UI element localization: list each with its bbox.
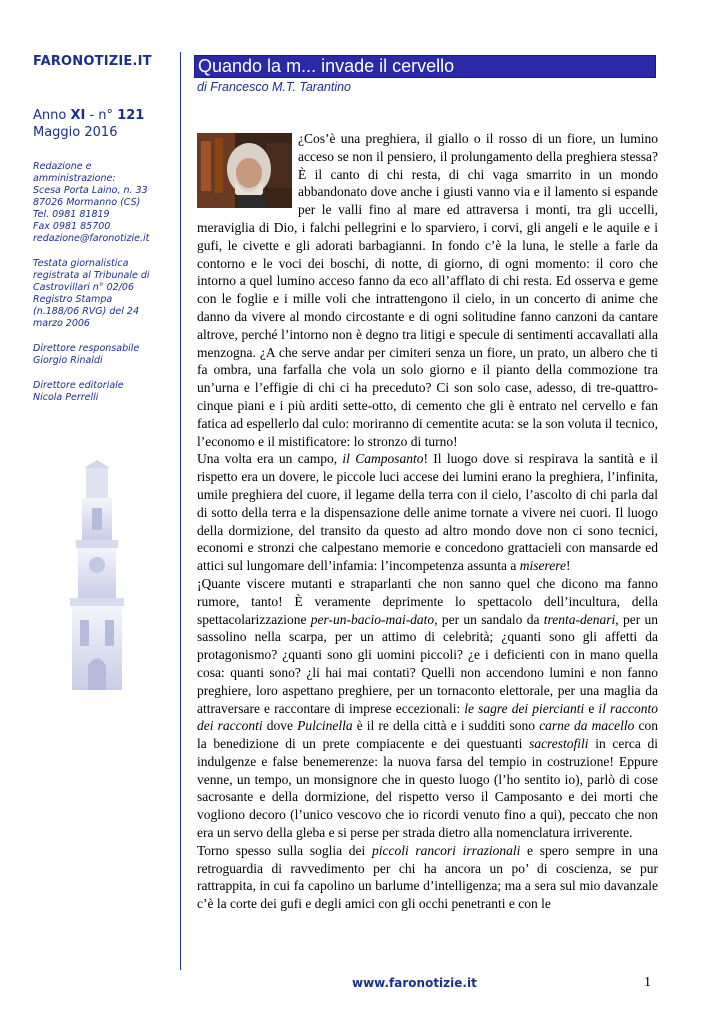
text-run: e <box>584 700 599 716</box>
italic-run: miserere <box>519 558 567 574</box>
text-run: ¡Quante viscere mutanti e straparlanti che non sanno quel che dicono ma fanno rumore, tanto! È veramente deprimente lo spettacolo dell’incultura, della spettacolarizzazione <box>197 575 658 627</box>
photo-spacer <box>197 130 298 212</box>
publisher-info <box>33 161 173 404</box>
info-line: Castrovillari n° 02/06 <box>33 282 134 293</box>
info-line: Giorgio Rinaldi <box>33 355 103 366</box>
text-run: ! Il luogo dove si respirava la santità e il rispetto era un dovere, le piccole luci accese dei lumini erano la preghiera, l’infinita, umile preghiera del cuore, il legame della terra con il cielo, l’ascolto di chi parla dal di sotto della terra e la dispensazione delle anime tornate a vivere nei cuori. Il luogo della dormizione, del transito da questo ad altro mondo dove non ci sono tecnici, economi e stronzi che calpestano memorie e concedono grattacieli con mansarde ed attici sul lungomare dell’infamia: l’incompetenza assunta a <box>197 451 659 574</box>
info-line: marzo 2006 <box>33 318 90 329</box>
info-line: registrata al Tribunale di <box>33 270 150 281</box>
anno-value: XI <box>70 108 86 123</box>
italic-run: trenta-denari <box>543 611 616 627</box>
italic-run: il Camposanto <box>342 451 424 467</box>
info-line: Tel. 0981 81819 <box>33 209 110 220</box>
lighthouse-tower-watermark <box>48 460 148 690</box>
article-author: di Francesco M.T. Tarantino <box>197 80 352 94</box>
info-line: Nicola Perrelli <box>33 392 99 403</box>
info-line: Registro Stampa <box>33 294 113 305</box>
italic-run: Pulcinella <box>297 718 353 734</box>
text-run: , per un sandalo da <box>434 611 544 627</box>
italic-run: per-un-bacio-mai-dato <box>310 611 435 627</box>
number-value: 121 <box>117 108 145 123</box>
text-run: ! <box>566 558 571 574</box>
text-run: ¿Cos’è una preghiera, il giallo o il rosso di un fiore, un lumino acceso se non il pensiero, il prolungamento della preghiera stessa? È il canto di chi resta, di chi vaga smarrito in un mondo abbandonato dove anche i giusti vanno via e il lamento si espande per le valli fino al mare ed attraversa i monti, tra gli uccelli, meraviglia di Dio, i falchi pellegrini e lo sparviero, i corvi, gli angeli e le aquile e i gufi, le civette e gli adorati barbagianni. In fondo c’è la luna, le stelle a farle da contorno e le voci dei boschi, di notte, di giorno, di ogni momento: il coro che intorno a quel lumino acceso fanno da eco all’afflato di chi resta. Ed osserva e geme con le foglie e i mille voli che intrattengono il cielo, in un concerto di anime che danno da vivere al mondo circostante e di ogni solitudine fanno canzoni da cantare altrove, perché l’intorno non è degno tra litigi e specule di sentimenti accavallati alla menzogna. ¿A che serve andar per cimiteri senza un fiore, un prato, un albero che ti fa ombra, una farfalla che vola un solo giorno e il pianto della commozione tra un’urna e l’effigie di chi ci ha preceduto? Ci son solo case, adesso, di tre-quattro-cinque piani e i più arditi sette-otto, di cemento che gli è entrato nel cervello e fan fatica ad espellerlo dal culo: moriranno di cementite acuta: se la son voluta il tecnico, l’economo e il mistificatore: lo stronzo di turno! <box>197 131 658 449</box>
text-run: Torno spesso sulla soglia dei <box>197 842 372 858</box>
sidebar <box>33 54 173 417</box>
article-paragraph <box>197 450 658 575</box>
testata-block <box>33 258 173 330</box>
direttore-responsabile-block <box>33 343 173 367</box>
redazione-block <box>33 161 173 245</box>
text-run: , per un sassolino nella scarpa, per un attimo di celebrità; ¿quanti sono gli affetti da protagonismo? ¿quanti sono gli uomini piccoli? ¿e i deficienti con in mano quella cosa: quanti sono? ¿li hai mai contati? Quelli non accendono lumini e non fanno preghiere, loro aspettano preghiere, per un tornaconto elettorale, per una maglia da attraversare e raccontare di imprese eccezionali: <box>197 611 658 716</box>
footer-url[interactable]: www.faronotizie.it <box>352 976 477 990</box>
text-run: in cerca di indulgenze e false benemerenze: la nuova farsa del tempio in costruzione! Eppure venne, un tempo, un monsignore che in questo luogo (l’ho sentito io), parlò di cose sacrosante e della dormizione, del rispetto verso il Camposanto e dei morti che vogliono decoro (l’unico vescovo che io ricordi venuto fino a qui), peccato che non era un servo della gleba e si perse per strada dietro alla nomenclatura irriverente. <box>197 736 659 841</box>
masthead-brand: FARONOTIZIE.IT <box>33 54 152 69</box>
italic-run: le sagre dei piercianti <box>464 700 585 716</box>
text-run: con la benedizione di un prete compiacente e dei questuanti <box>197 718 658 752</box>
number-label: - n° <box>89 108 114 123</box>
text-run: dove <box>262 718 298 734</box>
info-line: Direttore editoriale <box>33 380 124 391</box>
issue-info <box>33 107 173 141</box>
info-line: Scesa Porta Laino, n. 33 <box>33 185 148 196</box>
article-paragraph <box>197 842 658 913</box>
page-number: 1 <box>644 975 651 990</box>
italic-run: sacrestofili <box>529 736 589 752</box>
issue-date: Maggio 2016 <box>33 125 118 140</box>
info-line: Testata giornalistica <box>33 258 129 269</box>
article-title: Quando la m... invade il cervello <box>194 55 656 78</box>
column-divider <box>180 52 181 970</box>
info-line: (n.188/06 RVG) del 24 <box>33 306 139 317</box>
italic-run: carne da macello <box>539 718 635 734</box>
anno-label: Anno <box>33 108 67 123</box>
info-line: Direttore responsabile <box>33 343 140 354</box>
info-line: Fax 0981 85700 <box>33 221 111 232</box>
info-line: amministrazione: <box>33 173 116 184</box>
text-run: Una volta era un campo, <box>197 451 343 467</box>
article-body <box>197 130 658 913</box>
info-line: redazione@faronotizie.it <box>33 233 150 244</box>
article-paragraph <box>197 575 658 842</box>
article-paragraphs <box>197 130 658 913</box>
direttore-editoriale-block <box>33 380 173 404</box>
italic-run: il racconto dei racconti <box>197 700 658 734</box>
info-line: 87026 Mormanno (CS) <box>33 197 141 208</box>
text-run: e spero sempre in una retroguardia di ravvedimento per chi ha ancora un po’ di coscienza, se pur rattrappita, in cui fa capolino un barlume d’intelligenza; ma a sera sul mio davanzale c’è la corte dei gufi e degli amici con gli occhi penetranti e con le <box>197 842 659 912</box>
info-line: Redazione e <box>33 161 92 172</box>
italic-run: piccoli rancori irrazionali <box>371 842 521 858</box>
text-run: è il re della città e i sudditi sono <box>352 718 540 734</box>
